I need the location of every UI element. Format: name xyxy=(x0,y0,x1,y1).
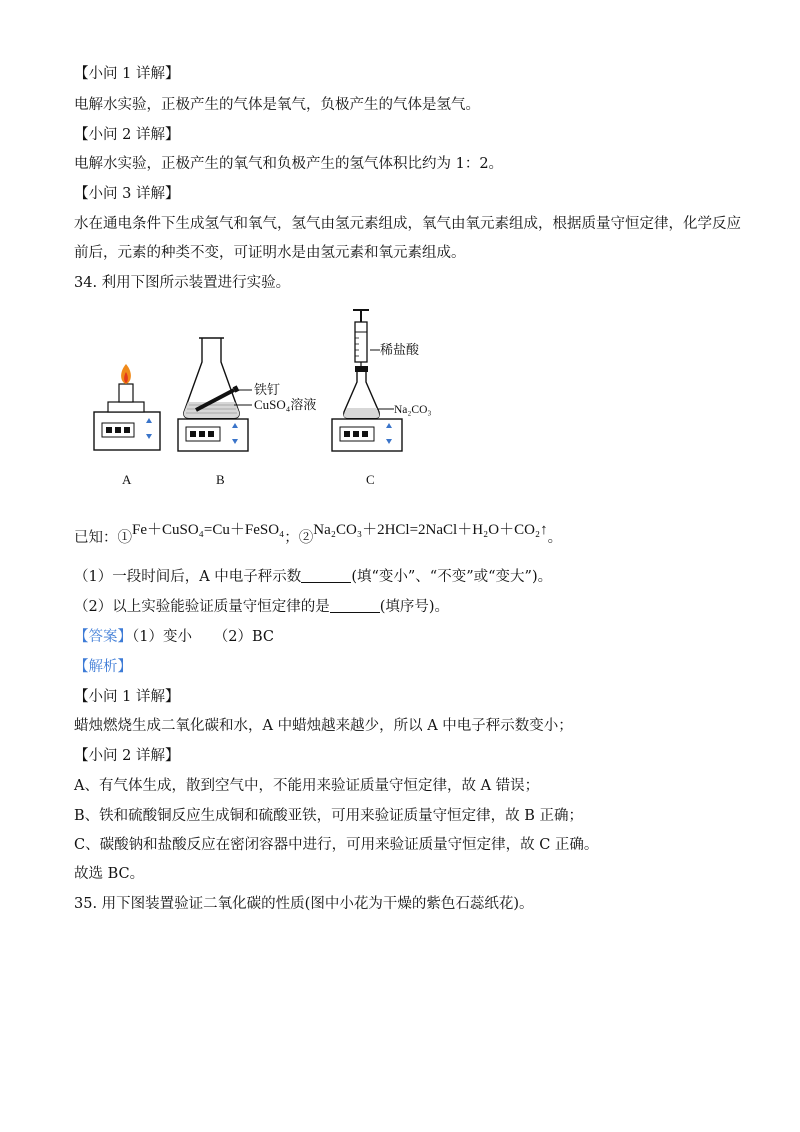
q33-sub3-text-line2: 前后，元素的种类不变，可证明水是由氢元素和氧元素组成。 xyxy=(74,245,466,261)
q34-title: 34. 利用下图所示装置进行实验。 xyxy=(74,275,291,291)
q34-sub2-option-a: A、有气体生成，散到空气中，不能用来验证质量守恒定律，故 A 错误； xyxy=(74,778,540,794)
q33-sub3-text-line1: 水在通电条件下生成氢气和氧气，氢气由氢元素组成，氧气由氧元素组成，根据质量守恒定律，化学反应 xyxy=(74,216,741,232)
q34-sub2-heading: 【小问 2 详解】 xyxy=(74,748,180,764)
q34-apparatus-diagram xyxy=(74,302,454,492)
label-dilute-hcl: 稀盐酸 xyxy=(380,342,420,357)
known-prefix: 已知： xyxy=(74,530,118,546)
label-apparatus-b: B xyxy=(216,472,225,487)
q34-sub1-heading: 【小问 1 详解】 xyxy=(74,689,180,705)
q33-sub3-heading: 【小问 3 详解】 xyxy=(74,186,180,202)
q33-sub1-heading: 【小问 1 详解】 xyxy=(74,66,180,82)
equation-2: Na₂CO₃＋2HCl=2NaCl＋H₂O＋CO₂↑ xyxy=(313,522,548,538)
scale-c xyxy=(332,419,402,451)
question-1-hint: (填“变小”、“不变”或“变大”)。 xyxy=(351,569,553,585)
q34-known-equations xyxy=(74,522,563,548)
question-2-hint: (填序号)。 xyxy=(379,599,450,615)
q33-sub2-text: 电解水实验，正极产生的氧气和负极产生的氢气体积比约为 1：2。 xyxy=(74,156,504,172)
question-2-text: （2）以上实验能验证质量守恒定律的是 xyxy=(74,599,330,615)
scale-b xyxy=(178,419,248,451)
circle-two: ② xyxy=(298,530,314,546)
answer-text: （1）变小 （2）BC xyxy=(132,629,274,645)
q34-sub2-option-c: C、碳酸钠和盐酸反应在密闭容器中进行，可用来验证质量守恒定律，故 C 正确。 xyxy=(74,837,599,853)
answer-blank-2 xyxy=(330,598,380,613)
circle-one: ① xyxy=(117,530,132,546)
q33-sub1-text: 电解水实验，正极产生的气体是氧气，负极产生的气体是氢气。 xyxy=(74,97,480,113)
flask-b xyxy=(184,338,252,418)
label-cuso4-solution: CuSO₄溶液 xyxy=(254,397,317,412)
answer-blank-1 xyxy=(301,568,351,583)
q34-answer xyxy=(74,627,274,647)
label-na2co3: Na₂CO₃ xyxy=(394,404,432,416)
equation-1: Fe＋CuSO₄=Cu＋FeSO₄ xyxy=(132,522,285,538)
label-apparatus-c: C xyxy=(366,472,375,487)
label-iron-nail: 铁钉 xyxy=(254,382,281,397)
q34-question-1 xyxy=(74,567,552,587)
candle-a xyxy=(119,364,133,402)
q34-question-2 xyxy=(74,597,449,617)
q34-sub1-text: 蜡烛燃烧生成二氧化碳和水，A 中蜡烛越来越少，所以 A 中电子秤示数变小； xyxy=(74,718,573,734)
q35-title: 35. 用下图装置验证二氧化碳的性质(图中小花为干燥的紫色石蕊纸花)。 xyxy=(74,896,534,912)
syringe-flask-c xyxy=(344,310,394,418)
q34-choice: 故选 BC。 xyxy=(74,866,145,882)
q34-sub2-option-b: B、铁和硫酸铜反应生成铜和硫酸亚铁，可用来验证质量守恒定律，故 B 正确； xyxy=(74,808,584,824)
q34-analysis-tag: 【解析】 xyxy=(74,659,132,675)
q33-sub2-heading: 【小问 2 详解】 xyxy=(74,127,180,143)
scale-a xyxy=(94,402,160,450)
question-1-text: （1）一段时间后，A 中电子秤示数 xyxy=(74,569,302,585)
label-apparatus-a: A xyxy=(122,472,132,487)
equation-separator: ； xyxy=(284,530,299,546)
equation-end: 。 xyxy=(547,530,563,546)
answer-tag: 【答案】 xyxy=(74,629,132,645)
